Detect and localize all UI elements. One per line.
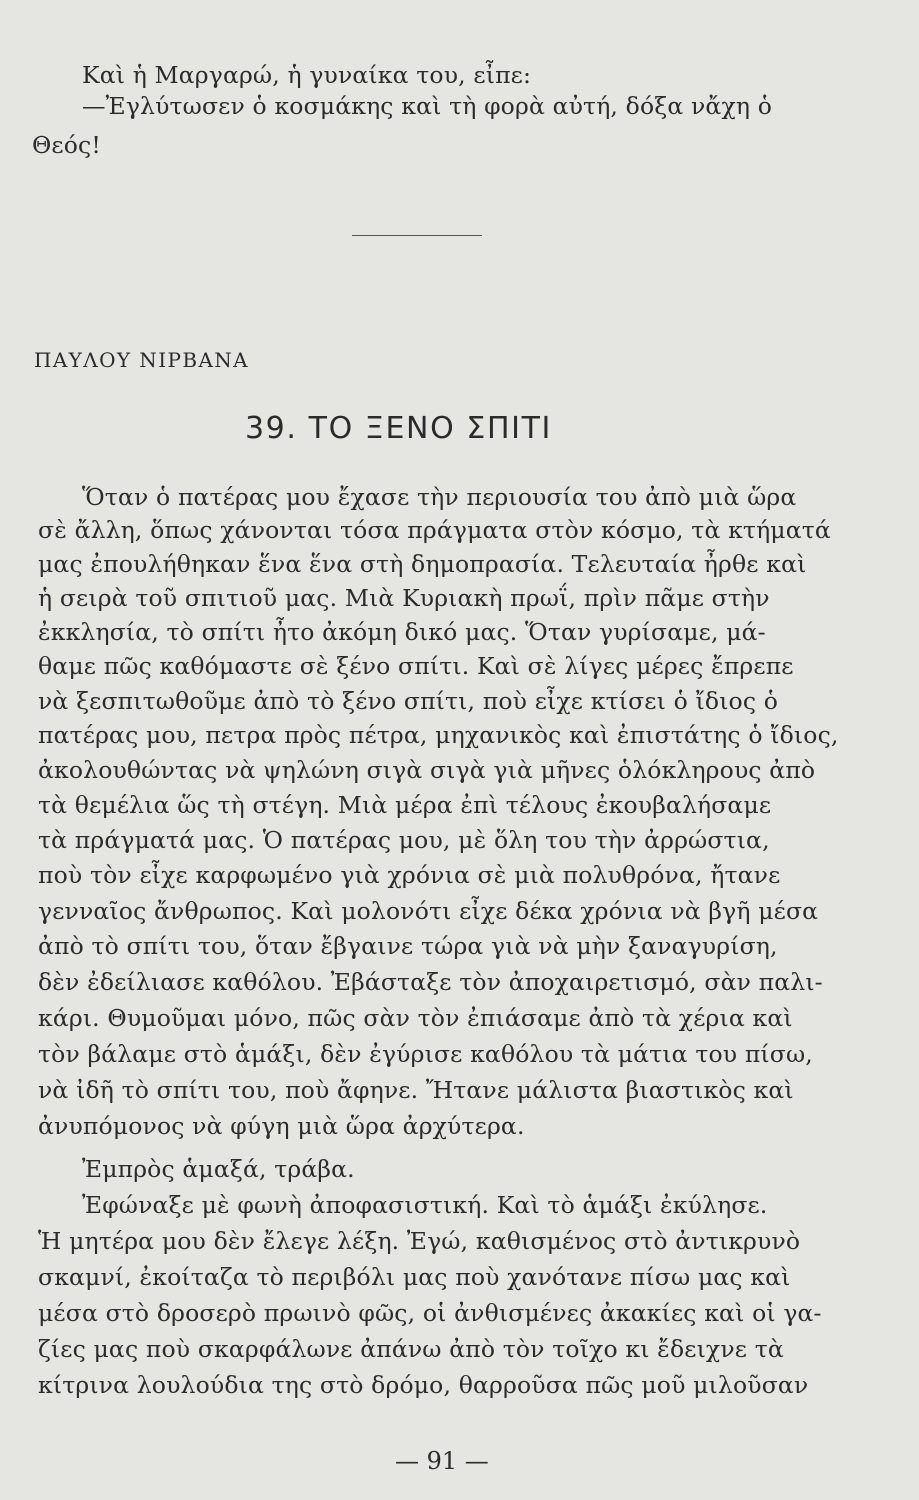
body-line: Ἡ μητέρα μου δὲν ἔλεγε λέξη. Ἐγώ, καθισμένος στὸ ἀντικρυνὸ — [38, 1227, 801, 1255]
body-line: τὸν βάλαμε στὸ ἁμάξι, δὲν ἐγύρισε καθόλου τὰ μάτια του πίσω, — [38, 1040, 813, 1068]
body-line: θαμε πῶς καθόμαστε σὲ ξένο σπίτι. Καὶ σὲ λίγες μέρες ἔπρεπε — [38, 652, 794, 680]
body-line: ζίες μας ποὺ σκαρφάλωνε ἀπάνω ἀπὸ τὸν τοῖχο κι ἔδειχνε τὰ — [38, 1335, 784, 1363]
body-line: κάρι. Θυμοῦμαι μόνο, πῶς σὰν τὸν ἐπιάσαμε ἀπὸ τὰ χέρια καὶ — [38, 1004, 793, 1032]
body-line: Ἐμπρὸς ἁμαξά, τράβα. — [82, 1155, 355, 1183]
intro-line: Θεός! — [32, 131, 101, 159]
body-line: ποὺ τὸν εἶχε καρφωμένο γιὰ χρόνια σὲ μιὰ πολυθρόνα, ἤτανε — [38, 861, 781, 889]
body-line: νὰ ξεσπιτωθοῦμε ἀπὸ τὸ ξένο σπίτι, ποὺ εἶχε κτίσει ὁ ἴδιος ὁ — [38, 687, 779, 715]
body-line: τὰ θεμέλια ὥς τὴ στέγη. Μιὰ μέρα ἐπὶ τέλους ἐκουβαλήσαμε — [38, 791, 772, 819]
body-line: νὰ ἰδῆ τὸ σπίτι του, ποὺ ἄφηνε. Ἤτανε μάλιστα βιαστικὸς καὶ — [38, 1076, 794, 1104]
page-number: — 91 — — [395, 1447, 489, 1475]
body-line: ἡ σειρὰ τοῦ σπιτιοῦ μας. Μιὰ Κυριακὴ πρωΐ, πρὶν πᾶμε στὴν — [38, 584, 770, 612]
body-line: Ὅταν ὁ πατέρας μου ἔχασε τὴν περιουσία του ἀπὸ μιὰ ὥρα — [82, 483, 797, 511]
body-line: Ἐφώναξε μὲ φωνὴ ἀποφασιστική. Καὶ τὸ ἁμάξι ἐκύλησε. — [82, 1191, 768, 1219]
body-line: σκαμνί, ἐκοίταζα τὸ περιβόλι μας ποὺ χανότανε πίσω μας καὶ — [38, 1263, 791, 1291]
section-divider — [352, 235, 482, 236]
intro-line: —Ἐγλύτωσεν ὁ κοσμάκης καὶ τὴ φορὰ αὐτή, δόξα νἄχη ὁ — [82, 92, 772, 120]
body-line: τὰ πράγματά μας. Ὁ πατέρας μου, μὲ ὅλη του τὴν ἀρρώστια, — [38, 826, 770, 854]
intro-line: Καὶ ἡ Μαργαρώ, ἡ γυναίκα του, εἶπε: — [82, 61, 532, 89]
body-line: δὲν ἐδείλιασε καθόλου. Ἐβάσταξε τὸν ἀποχαιρετισμό, σὰν παλι- — [38, 968, 823, 996]
body-line: ἐκκλησία, τὸ σπίτι ἦτο ἀκόμη δικό μας. Ὅταν γυρίσαμε, μά- — [38, 618, 766, 646]
body-line: ἀκολουθώντας νὰ ψηλώνη σιγὰ σιγὰ γιὰ μῆνες ὁλόκληρους ἀπὸ — [38, 756, 816, 784]
body-line: μέσα στὸ δροσερὸ πρωινὸ φῶς, οἱ ἀνθισμένες ἀκακίες καὶ οἱ γα- — [38, 1299, 822, 1327]
body-line: πατέρας μου, πετρα πρὸς πέτρα, μηχανικὸς καὶ ἐπιστάτης ὁ ἴδιος, — [38, 721, 839, 749]
body-line: κίτρινα λουλούδια της στὸ δρόμο, θαρροῦσα πῶς μοῦ μιλοῦσαν — [38, 1371, 809, 1399]
body-line: μας ἐπουλήθηκαν ἕνα ἕνα στὴ δημοπρασία. Τελευταία ἦρθε καὶ — [38, 550, 807, 578]
body-line: ἀνυπόμονος νὰ φύγη μιὰ ὥρα ἀρχύτερα. — [38, 1112, 525, 1140]
body-line: σὲ ἄλλη, ὅπως χάνονται τόσα πράγματα στὸν κόσμο, τὰ κτήματά — [38, 516, 831, 544]
body-line: γενναῖος ἄνθρωπος. Καὶ μολονότι εἶχε δέκα χρόνια νὰ βγῆ μέσα — [38, 897, 819, 925]
body-line: ἀπὸ τὸ σπίτι του, ὅταν ἔβγαινε τώρα γιὰ νὰ μὴν ξαναγυρίση, — [38, 932, 778, 960]
author-name: ΠΑΥΛΟΥ ΝΙΡΒΑΝΑ — [34, 348, 250, 372]
chapter-title: 39. ΤΟ ΞΕΝΟ ΣΠΙΤΙ — [245, 411, 552, 446]
